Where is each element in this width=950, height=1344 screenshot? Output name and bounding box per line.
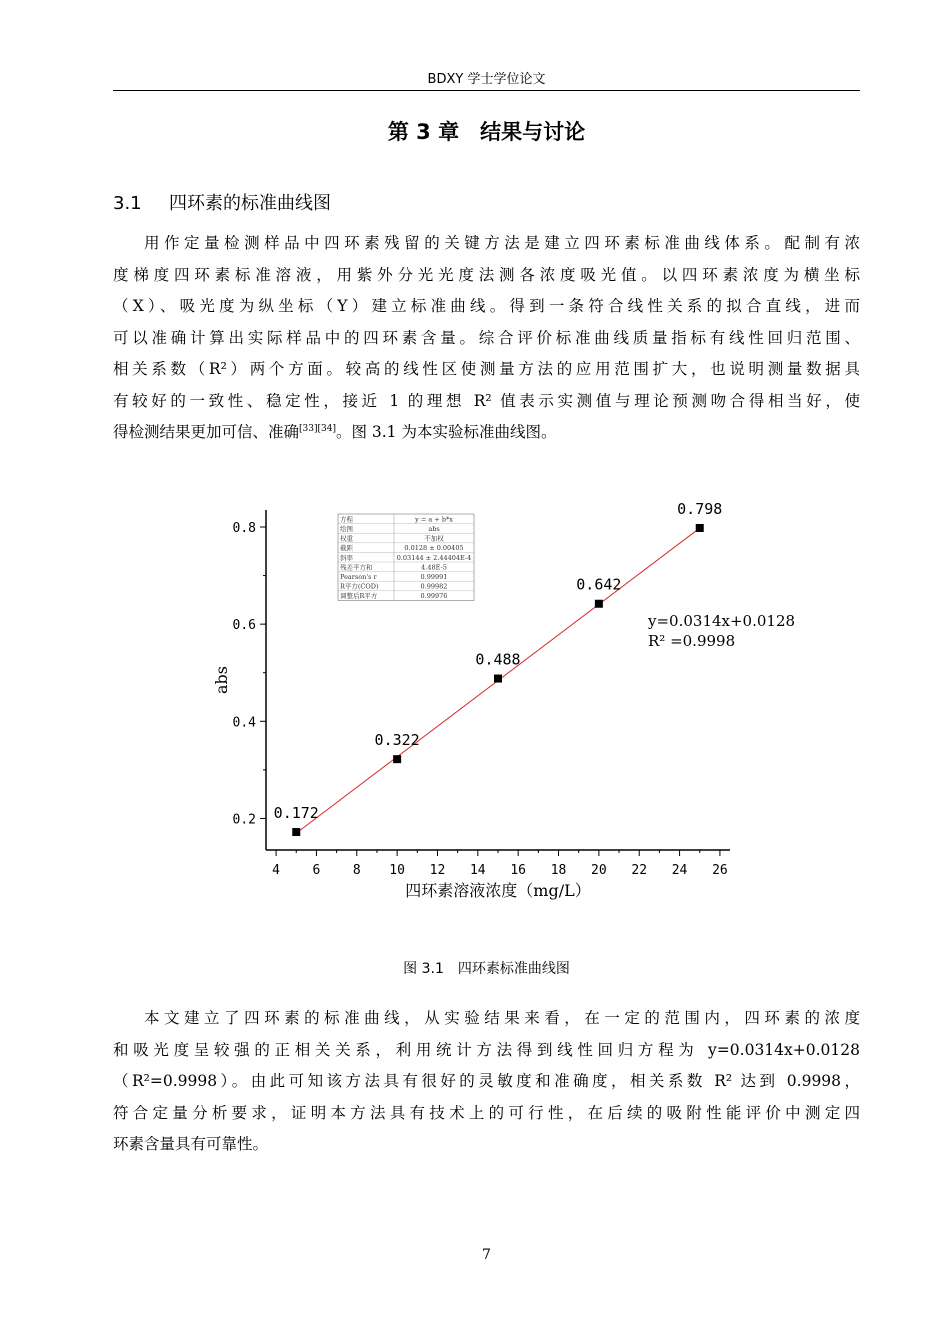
x-tick-label: 6 <box>312 863 321 878</box>
paragraph-line: 有较好的一致性、稳定性，接近 1 的理想 R² 值表示实测值与理论预测吻合得相当好，使 <box>113 391 860 410</box>
paragraph-line: 度梯度四环素标准溶液，用紫外分光光度法测各浓度吸光值。以四环素浓度为横坐标 <box>113 265 860 284</box>
x-tick-label: 12 <box>429 863 446 878</box>
y-tick-label: 0.6 <box>232 618 256 634</box>
data-point <box>393 755 401 763</box>
x-tick-label: 4 <box>272 863 281 878</box>
stats-table-key: 残差平方和 <box>340 563 373 572</box>
citation: [33][34] <box>299 424 336 434</box>
section-number: 3.1 <box>113 193 142 214</box>
y-tick-label: 0.2 <box>232 812 256 828</box>
paragraph-line: 环素含量具有可靠性。 <box>113 1135 269 1153</box>
paragraph-line: 本文建立了四环素的标准曲线，从实验结果来看，在一定的范围内，四环素的浓度 <box>144 1009 860 1027</box>
data-label: 0.172 <box>273 804 319 823</box>
stats-table-key: 绘图 <box>340 525 353 533</box>
paragraph-line: 可以准确计算出实际样品中的四环素含量。综合评价标准曲线质量指标有线性回归范围、 <box>113 328 860 347</box>
paragraph-line: 用作定量检测样品中四环素残留的关键方法是建立四环素标准曲线体系。配制有浓 <box>144 234 860 252</box>
x-tick-label: 8 <box>352 863 361 878</box>
standard-curve-chart <box>200 490 796 910</box>
stats-table-value: 0.99982 <box>420 582 448 591</box>
stats-table-key: Pearson's r <box>340 573 377 581</box>
stats-table-key: R平方(COD) <box>340 582 379 591</box>
figure-caption: 图 3.1 四环素标准曲线图 <box>403 961 570 977</box>
page-number: 7 <box>482 1247 491 1263</box>
stats-table-value: 不加权 <box>424 534 444 543</box>
paragraph-line: 符合定量分析要求，证明本方法具有技术上的可行性，在后续的吸附性能评价中测定四 <box>113 1103 860 1122</box>
stats-table-key: 截距 <box>340 544 353 553</box>
y-tick-label: 0.8 <box>232 521 256 536</box>
running-head: BDXY 学士学位论文 <box>427 72 546 87</box>
paragraph-line: （X）、吸光度为纵坐标（Y）建立标准曲线。得到一条符合线性关系的拟合直线，进而 <box>113 297 860 315</box>
stats-table-value: 0.99991 <box>420 573 448 581</box>
paragraph-line <box>113 417 860 449</box>
stats-table-value: 0.99976 <box>420 592 448 601</box>
header-rule <box>113 90 860 91</box>
stats-table-key: 斜率 <box>340 553 353 562</box>
paragraph-text: 。图 3.1 为本实验标准曲线图。 <box>335 423 557 441</box>
data-point <box>696 524 704 532</box>
paragraph-line: （R²=0.9998）。由此可知该方法具有很好的灵敏度和准确度，相关系数 R² 达到 0.9998， <box>113 1072 860 1090</box>
x-tick-label: 16 <box>510 863 527 878</box>
section-title: 四环素的标准曲线图 <box>169 193 331 214</box>
stats-table-value: 0.0128 ± 0.00405 <box>404 544 464 553</box>
paragraph-conclusion <box>113 1003 860 1161</box>
data-label: 0.322 <box>374 731 420 750</box>
y-tick-label: 0.4 <box>232 715 256 731</box>
stats-table-key: 权重 <box>340 534 353 543</box>
stats-table-value: 0.03144 ± 2.44404E-4 <box>396 553 472 562</box>
x-tick-label: 18 <box>550 863 567 878</box>
chapter-title: 第 3 章 结果与讨论 <box>387 120 586 144</box>
data-label: 0.488 <box>475 650 521 669</box>
stats-table-value: abs <box>428 525 440 533</box>
paragraph-line: 相关系数（R²）两个方面。较高的线性区使测量方法的应用范围扩大，也说明测量数据具 <box>113 360 860 378</box>
paragraph-intro <box>113 228 860 449</box>
x-tick-label: 10 <box>389 863 405 878</box>
stats-table-key: 方程 <box>340 515 353 524</box>
data-point <box>494 675 502 683</box>
stats-table-key: 调整后R平方 <box>340 592 378 601</box>
x-tick-label: 26 <box>712 863 728 878</box>
data-point <box>595 600 603 608</box>
paragraph-line: 和吸光度呈较强的正相关关系，利用统计方法得到线性回归方程为 y=0.0314x+0.0128 <box>113 1040 860 1059</box>
x-tick-label: 24 <box>671 863 688 878</box>
x-tick-label: 20 <box>591 863 607 878</box>
section-heading <box>113 189 331 215</box>
stats-table-value: 4.48E-5 <box>421 563 447 572</box>
data-label: 0.798 <box>677 499 723 518</box>
data-point <box>292 828 300 836</box>
stats-table-value: y = a + b*x <box>415 515 453 524</box>
y-axis-label: abs <box>212 666 231 694</box>
x-axis-label: 四环素溶液浓度（mg/L） <box>405 881 591 900</box>
paragraph-text: 得检测结果更加可信、准确 <box>113 423 300 441</box>
equation-annotation: y=0.0314x+0.0128 <box>648 612 796 630</box>
x-tick-label: 14 <box>469 863 486 878</box>
x-tick-label: 22 <box>631 863 648 878</box>
r-squared-annotation: R² =0.9998 <box>648 632 736 650</box>
data-label: 0.642 <box>576 575 622 594</box>
